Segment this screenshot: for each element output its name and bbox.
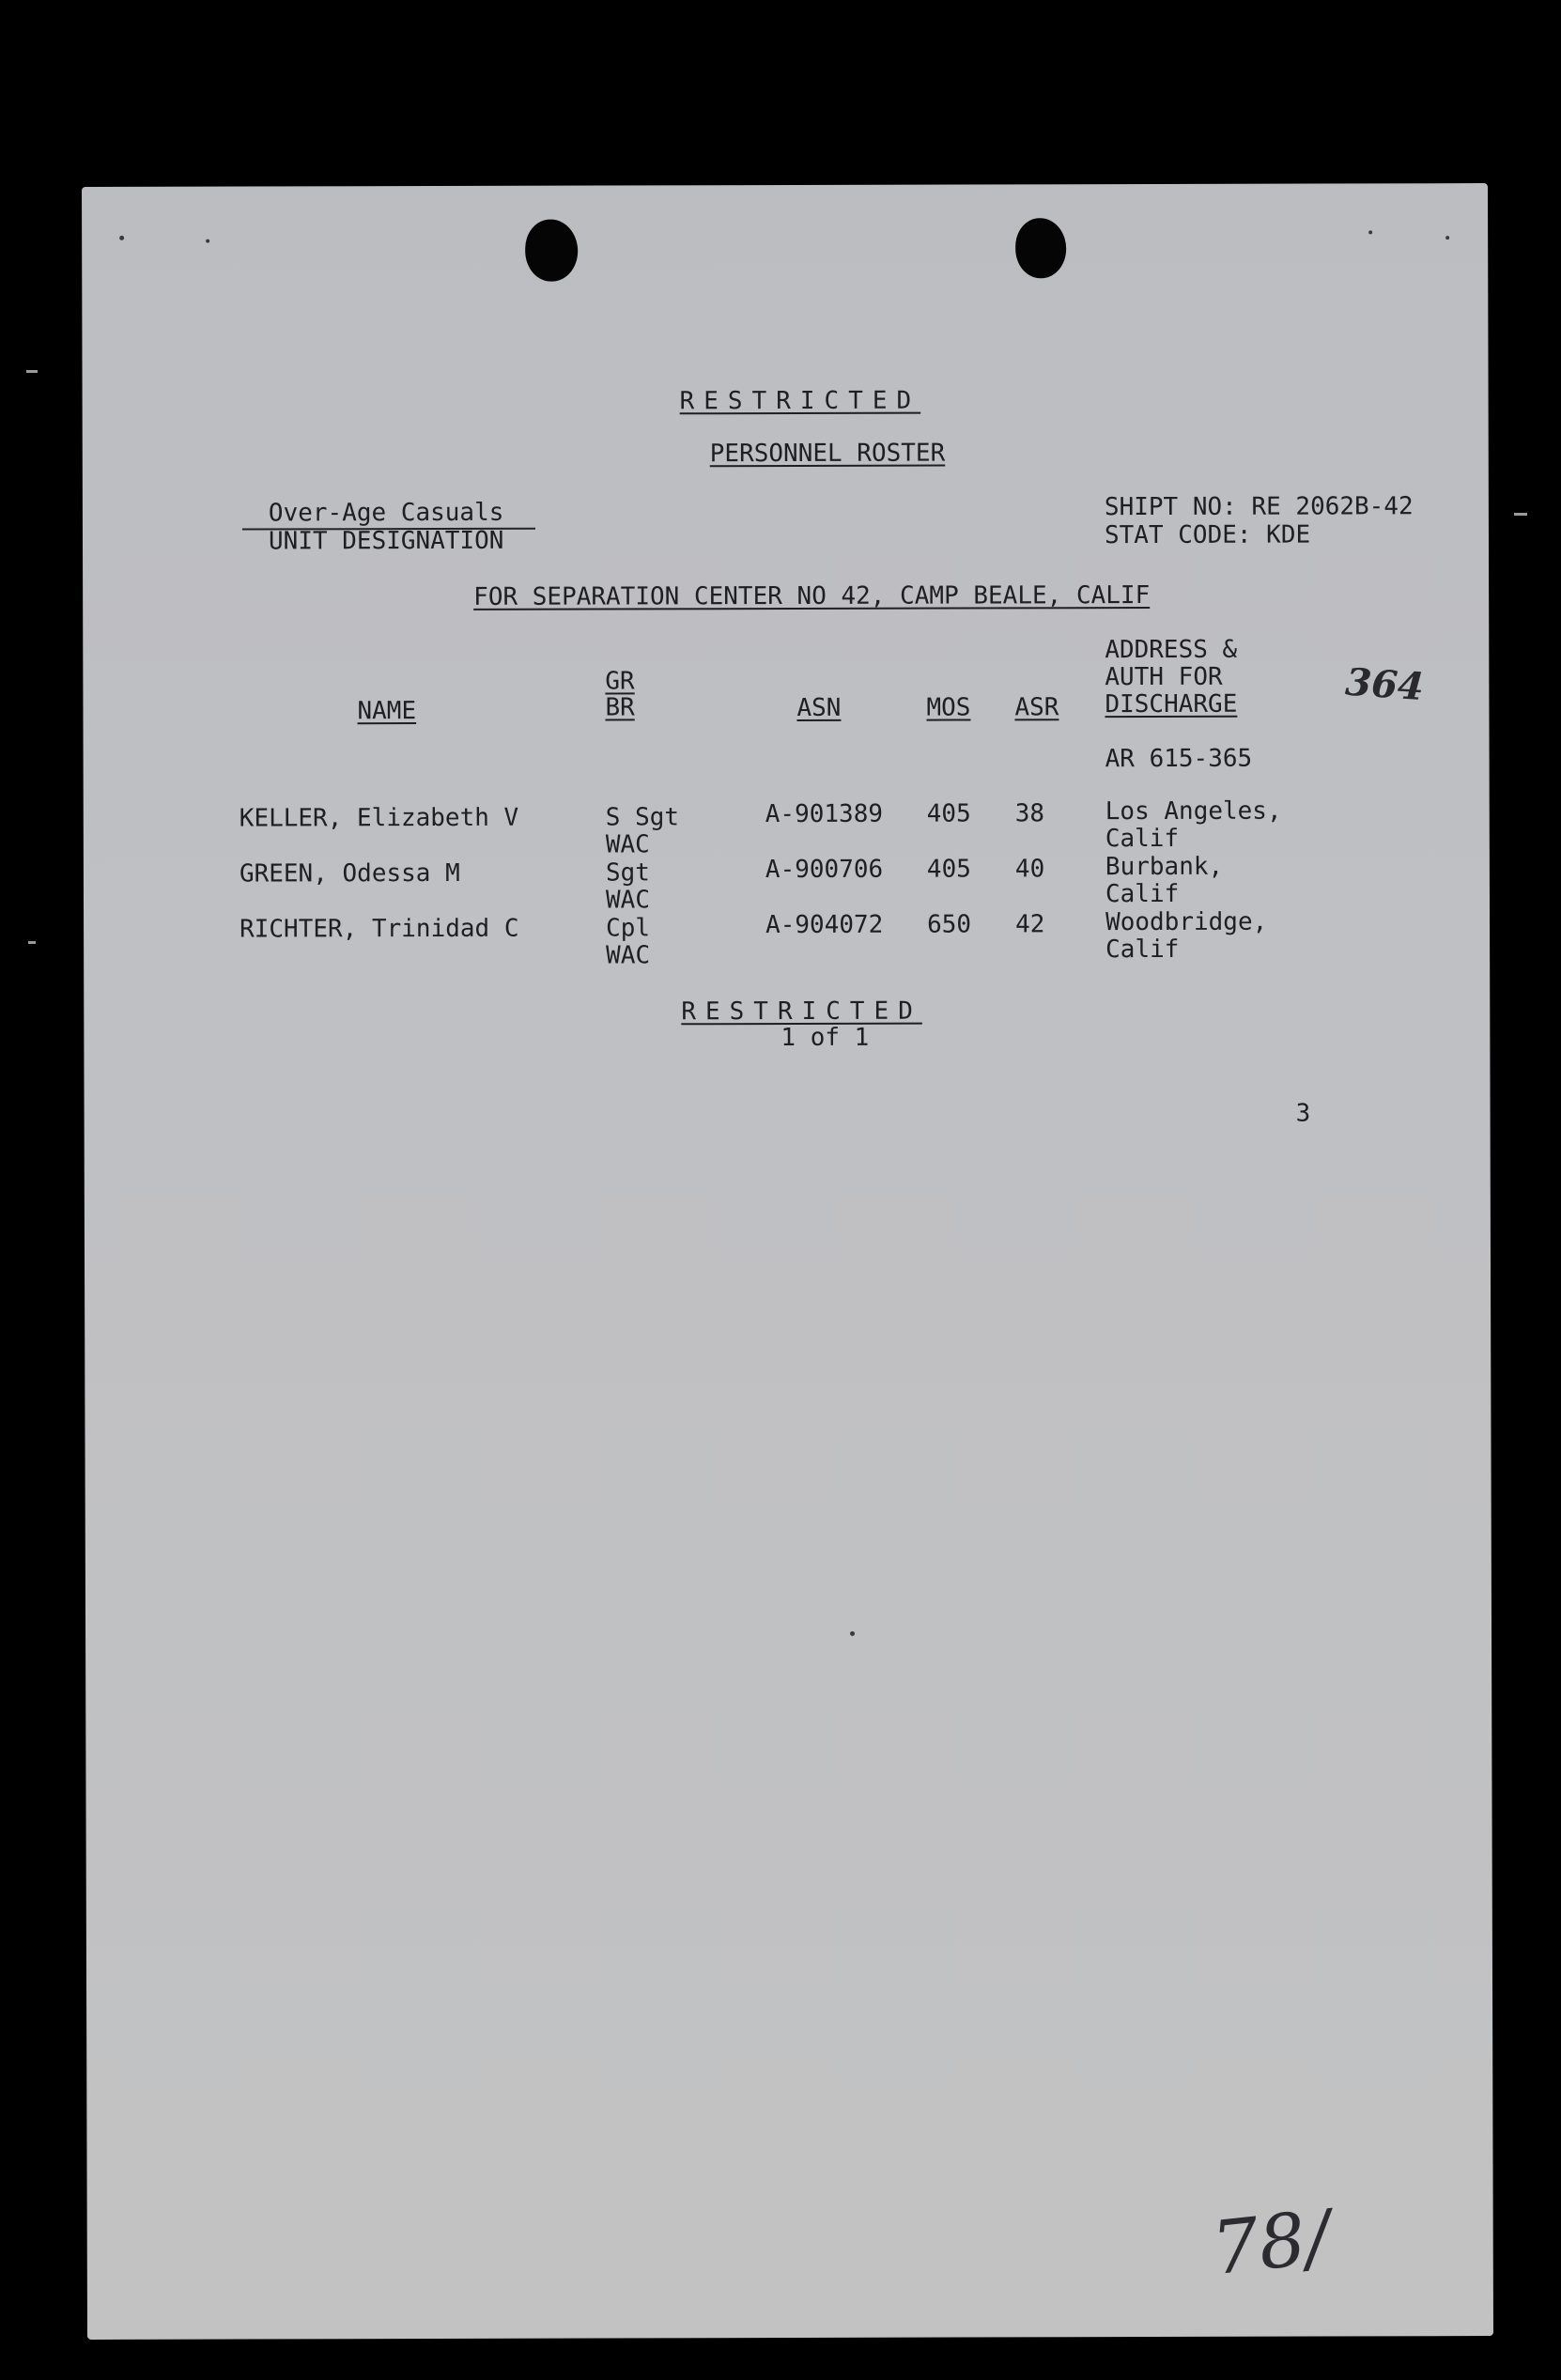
row-branch: WAC [605, 830, 650, 859]
row-branch: WAC [606, 941, 651, 970]
shipment-number: SHIPT NO: RE 2062B-42 [1104, 492, 1414, 522]
page-count: 1 of 1 [780, 1023, 870, 1053]
col-header-asr: ASR [1014, 693, 1059, 722]
col-header-br: BR [605, 693, 635, 722]
classification-header: RESTRICTED [679, 386, 921, 416]
paper-speck [206, 240, 209, 243]
row-mos: 650 [927, 910, 972, 939]
row-name: GREEN, Odessa M [239, 858, 460, 889]
punch-hole-left [525, 220, 578, 282]
page-mark: 3 [1295, 1099, 1311, 1128]
col-header-address-3: DISCHARGE [1105, 689, 1238, 719]
row-asr: 42 [1015, 910, 1045, 939]
handwritten-number: 78/ [1208, 2195, 1335, 2293]
row-mos: 405 [926, 799, 971, 828]
row-grade: Cpl [606, 914, 651, 943]
stamp-number: 364 [1343, 659, 1426, 710]
paper-speck [119, 236, 124, 240]
stat-code: STAT CODE: KDE [1104, 520, 1311, 550]
discharge-authority: AR 615-365 [1105, 744, 1253, 774]
unit-name: Over-Age Casuals [268, 498, 504, 528]
row-grade: S Sgt [605, 803, 680, 832]
paper-speck [1368, 230, 1372, 234]
col-header-asn: ASN [796, 693, 842, 722]
row-asr: 40 [1014, 855, 1045, 884]
destination-line: FOR SEPARATION CENTER NO 42, CAMP BEALE, CALIF [473, 580, 1151, 611]
unit-designation-label: UNIT DESIGNATION [268, 526, 504, 556]
document-title: PERSONNEL ROSTER [709, 439, 946, 469]
col-header-mos: MOS [926, 693, 971, 722]
row-name: RICHTER, Trinidad C [240, 914, 519, 944]
row-name: KELLER, Elizabeth V [239, 803, 519, 833]
col-header-gr: GR [605, 667, 635, 696]
scan-edge-mark [28, 941, 36, 944]
row-branch: WAC [605, 886, 651, 915]
row-asn: A-904072 [765, 910, 884, 940]
row-asn: A-901389 [765, 799, 884, 829]
row-address-state: Calif [1105, 879, 1180, 909]
row-address: Woodbridge, [1105, 907, 1268, 937]
scan-edge-mark [26, 370, 38, 373]
col-header-address-2: AUTH FOR [1105, 662, 1223, 692]
row-address-state: Calif [1105, 824, 1180, 854]
document-page [82, 183, 1493, 2340]
row-address-state: Calif [1105, 935, 1180, 965]
row-address: Burbank, [1105, 852, 1224, 882]
row-mos: 405 [926, 855, 971, 884]
row-address: Los Angeles, [1105, 796, 1282, 827]
paper-speck [850, 1631, 855, 1636]
col-header-address-1: ADDRESS & [1105, 635, 1238, 665]
row-asr: 38 [1014, 799, 1045, 828]
paper-speck [1445, 236, 1449, 240]
row-asn: A-900706 [765, 855, 884, 885]
row-grade: Sgt [605, 858, 650, 888]
col-header-name: NAME [357, 697, 417, 726]
classification-footer: RESTRICTED [681, 997, 922, 1027]
scan-edge-mark [1514, 513, 1527, 516]
punch-hole-right [1015, 218, 1066, 278]
